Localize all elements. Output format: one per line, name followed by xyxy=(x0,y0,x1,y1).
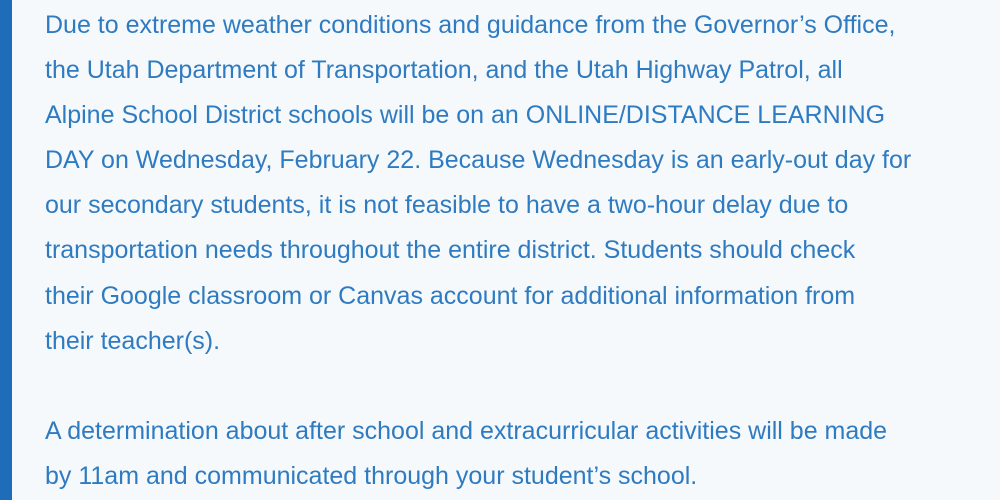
left-accent-bar xyxy=(0,0,12,500)
text-line: DAY on Wednesday, February 22. Because Wednesday is an early-out day for xyxy=(45,146,912,175)
announcement-content xyxy=(45,3,985,499)
text-line: our secondary students, it is not feasible to have a two-hour delay due to xyxy=(45,191,849,220)
paragraph-online-learning xyxy=(45,3,985,364)
text-line: Alpine School District schools will be on an ONLINE/DISTANCE LEARNING xyxy=(45,101,886,130)
text-line: transportation needs throughout the entire district. Students should check xyxy=(45,236,856,265)
text-line: their Google classroom or Canvas account for additional information from xyxy=(45,281,856,310)
paragraph-spacer xyxy=(45,364,985,409)
paragraph-activities xyxy=(45,409,985,499)
text-line: by 11am and communicated through your student’s school. xyxy=(45,461,698,490)
text-line: the Utah Department of Transportation, and the Utah Highway Patrol, all xyxy=(45,56,843,85)
text-line: their teacher(s). xyxy=(45,326,221,355)
text-line: A determination about after school and extracurricular activities will be made xyxy=(45,416,888,445)
text-line: Due to extreme weather conditions and guidance from the Governor’s Office, xyxy=(45,11,896,39)
